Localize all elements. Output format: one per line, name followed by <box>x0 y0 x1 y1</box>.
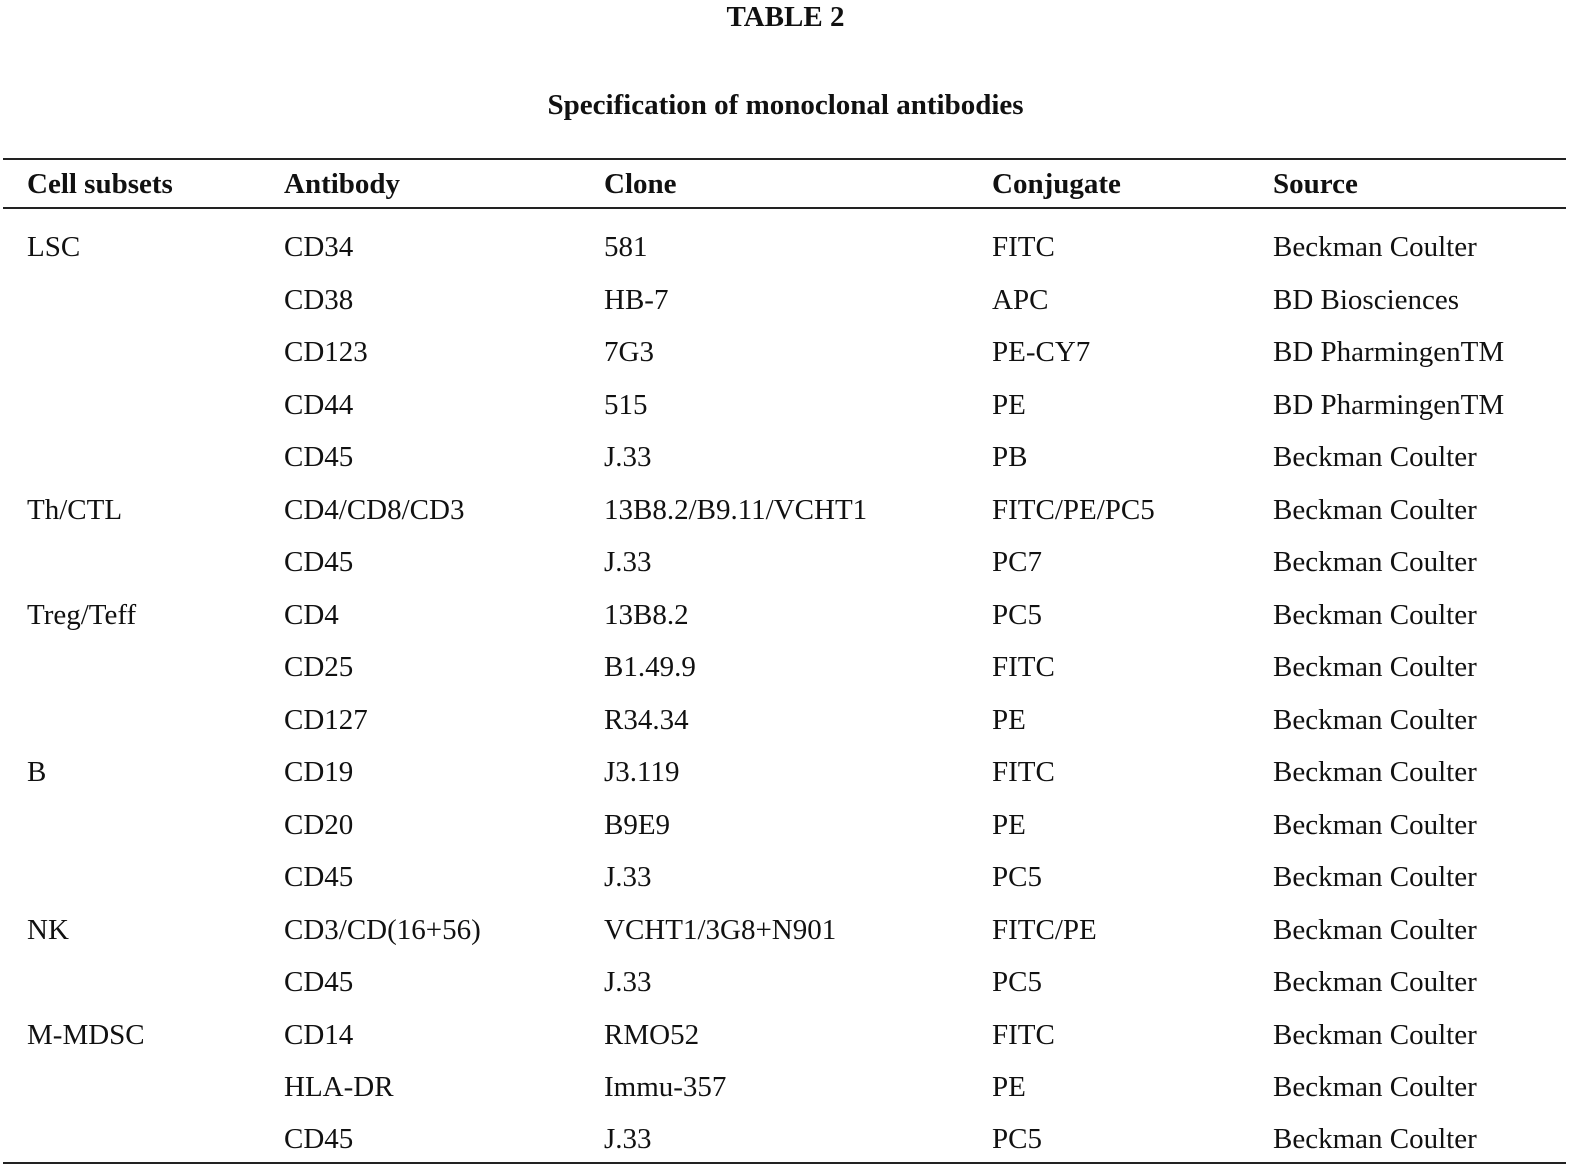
cell-subsets: Treg/Teff <box>27 599 137 631</box>
cell-conjugate: PC5 <box>992 966 1042 998</box>
table-row <box>0 540 1571 592</box>
cell-clone: J.33 <box>604 966 652 998</box>
table-row <box>0 855 1571 907</box>
cell-clone: J.33 <box>604 441 652 473</box>
cell-antibody: CD45 <box>284 1123 354 1155</box>
header-cell-source: Source <box>1273 168 1358 200</box>
table-caption: Specification of monoclonal antibodies <box>547 89 1024 121</box>
cell-antibody: CD4 <box>284 599 339 631</box>
cell-source: Beckman Coulter <box>1273 704 1477 736</box>
table-bottom-rule <box>3 1162 1566 1164</box>
cell-antibody: CD45 <box>284 966 354 998</box>
cell-conjugate: FITC <box>992 756 1055 788</box>
cell-antibody: CD20 <box>284 809 354 841</box>
cell-clone: B1.49.9 <box>604 651 696 683</box>
table-row <box>0 645 1571 697</box>
cell-source: Beckman Coulter <box>1273 494 1477 526</box>
cell-source: BD Biosciences <box>1273 284 1460 316</box>
table-row <box>0 1013 1571 1065</box>
cell-conjugate: PC5 <box>992 1123 1042 1155</box>
cell-source: Beckman Coulter <box>1273 1071 1477 1103</box>
cell-antibody: CD19 <box>284 756 354 788</box>
table-row <box>0 383 1571 435</box>
table-top-rule <box>3 158 1566 160</box>
header-cell-antibody: Antibody <box>284 168 401 200</box>
cell-source: BD PharmingenTM <box>1273 389 1505 421</box>
table-row <box>0 750 1571 802</box>
cell-clone: 13B8.2/B9.11/VCHT1 <box>604 494 868 526</box>
table-row <box>0 803 1571 855</box>
cell-conjugate: FITC <box>992 1019 1055 1051</box>
cell-subsets: M-MDSC <box>27 1019 145 1051</box>
cell-antibody: CD123 <box>284 336 368 368</box>
header-cell-subsets: Cell subsets <box>27 168 173 200</box>
table-header-rule <box>3 207 1566 209</box>
table-row <box>0 1065 1571 1117</box>
cell-conjugate: PC5 <box>992 599 1042 631</box>
cell-source: Beckman Coulter <box>1273 914 1477 946</box>
header-cell-conjugate: Conjugate <box>992 168 1121 200</box>
cell-antibody: CD4/CD8/CD3 <box>284 494 465 526</box>
cell-conjugate: FITC <box>992 651 1055 683</box>
cell-source: Beckman Coulter <box>1273 651 1477 683</box>
cell-subsets: B <box>27 756 47 788</box>
cell-conjugate: PE <box>992 1071 1026 1103</box>
table-label: TABLE 2 <box>726 1 845 33</box>
cell-conjugate: PB <box>992 441 1028 473</box>
cell-clone: J3.119 <box>604 756 680 788</box>
cell-conjugate: PE <box>992 389 1026 421</box>
table-row <box>0 488 1571 540</box>
cell-clone: 515 <box>604 389 648 421</box>
cell-antibody: CD44 <box>284 389 354 421</box>
cell-antibody: CD45 <box>284 861 354 893</box>
cell-antibody: CD45 <box>284 546 354 578</box>
cell-clone: VCHT1/3G8+N901 <box>604 914 837 946</box>
cell-clone: RMO52 <box>604 1019 700 1051</box>
cell-source: Beckman Coulter <box>1273 1019 1477 1051</box>
cell-clone: 581 <box>604 231 648 263</box>
cell-subsets: NK <box>27 914 69 946</box>
cell-conjugate: PC5 <box>992 861 1042 893</box>
cell-source: Beckman Coulter <box>1273 809 1477 841</box>
cell-antibody: CD38 <box>284 284 354 316</box>
cell-clone: J.33 <box>604 546 652 578</box>
table-row <box>0 435 1571 487</box>
table-row <box>0 960 1571 1012</box>
cell-antibody: CD34 <box>284 231 354 263</box>
cell-source: Beckman Coulter <box>1273 861 1477 893</box>
cell-conjugate: PE <box>992 809 1026 841</box>
cell-antibody: CD25 <box>284 651 354 683</box>
cell-antibody: CD3/CD(16+56) <box>284 914 481 946</box>
cell-clone: Immu-357 <box>604 1071 727 1103</box>
cell-conjugate: PC7 <box>992 546 1042 578</box>
cell-clone: J.33 <box>604 1123 652 1155</box>
cell-subsets: LSC <box>27 231 81 263</box>
table-row <box>0 330 1571 382</box>
cell-clone: HB-7 <box>604 284 669 316</box>
cell-conjugate: PE-CY7 <box>992 336 1091 368</box>
cell-clone: 13B8.2 <box>604 599 689 631</box>
cell-source: Beckman Coulter <box>1273 546 1477 578</box>
cell-conjugate: FITC/PE/PC5 <box>992 494 1155 526</box>
cell-antibody: CD14 <box>284 1019 354 1051</box>
cell-antibody: CD127 <box>284 704 368 736</box>
cell-conjugate: FITC <box>992 231 1055 263</box>
table-row <box>0 908 1571 960</box>
cell-source: Beckman Coulter <box>1273 1123 1477 1155</box>
header-cell-clone: Clone <box>604 168 677 200</box>
cell-clone: J.33 <box>604 861 652 893</box>
cell-conjugate: APC <box>992 284 1049 316</box>
cell-subsets: Th/CTL <box>27 494 123 526</box>
table-row <box>0 698 1571 750</box>
cell-source: Beckman Coulter <box>1273 441 1477 473</box>
table-row <box>0 225 1571 277</box>
cell-source: Beckman Coulter <box>1273 599 1477 631</box>
cell-clone: B9E9 <box>604 809 671 841</box>
table-row <box>0 593 1571 645</box>
cell-antibody: CD45 <box>284 441 354 473</box>
cell-conjugate: FITC/PE <box>992 914 1097 946</box>
cell-clone: R34.34 <box>604 704 689 736</box>
cell-antibody: HLA-DR <box>284 1071 394 1103</box>
cell-source: Beckman Coulter <box>1273 756 1477 788</box>
cell-conjugate: PE <box>992 704 1026 736</box>
cell-source: Beckman Coulter <box>1273 231 1477 263</box>
cell-source: Beckman Coulter <box>1273 966 1477 998</box>
table-row <box>0 278 1571 330</box>
cell-clone: 7G3 <box>604 336 654 368</box>
cell-source: BD PharmingenTM <box>1273 336 1505 368</box>
